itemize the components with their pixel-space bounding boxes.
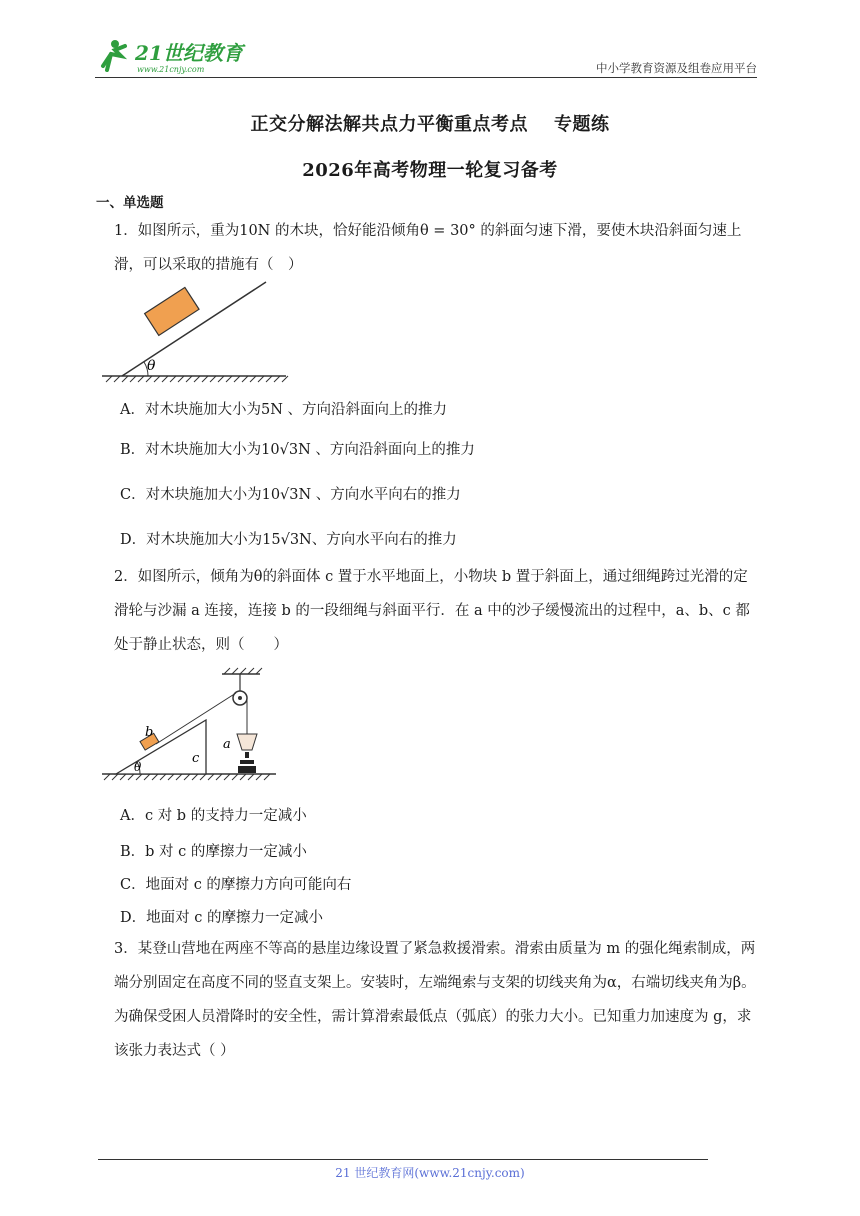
logo-text: 21世纪教育: [135, 41, 243, 65]
site-logo: [95, 36, 265, 76]
c-label: c: [192, 751, 200, 766]
q1-option-b[interactable]: B．对木块施加大小为10√3N 、方向沿斜面向上的推力: [120, 442, 475, 458]
wood-block: [145, 287, 199, 335]
footer-link[interactable]: 21 世纪教育网(www.21cnjy.com): [335, 1166, 525, 1180]
title-suffix: 专题练: [554, 114, 610, 135]
incline-block-figure: [100, 278, 290, 384]
q1-option-d[interactable]: D．对木块施加大小为15√3N、方向水平向右的推力: [120, 532, 457, 548]
footer-divider: [98, 1159, 708, 1160]
sand-funnel-a: [237, 734, 257, 750]
title-main: 正交分解法解共点力平衡重点考点: [250, 114, 528, 135]
q1-option-a[interactable]: A．对木块施加大小为5N 、方向沿斜面向上的推力: [120, 402, 447, 418]
page-subtitle: 2026年高考物理一轮复习备考: [302, 160, 558, 181]
q2-option-d[interactable]: D．地面对 c 的摩擦力一定减小: [120, 910, 323, 926]
header-platform-text: 中小学教育资源及组卷应用平台: [596, 61, 757, 75]
q1-option-c[interactable]: C．对木块施加大小为10√3N 、方向水平向右的推力: [120, 487, 461, 503]
section-heading: 一、单选题: [96, 195, 164, 211]
pulley-incline-figure: [100, 664, 280, 786]
q2-option-a[interactable]: A．c 对 b 的支持力一定减小: [120, 808, 307, 824]
question-1-stem: 1．如图所示，重为10N 的木块，恰好能沿倾角θ = 30° 的斜面匀速下滑，要使木块沿斜面匀速上滑，可以采取的措施有（ ）: [114, 223, 742, 273]
question-2-stem: 2．如图所示，倾角为θ的斜面体 c 置于水平地面上，小物块 b 置于斜面上，通过细绳跨过光滑的定滑轮与沙漏 a 连接，连接 b 的一段细绳与斜面平行．在 a 中的沙子缓慢流出的过程中，a、b、c 都处于静止状态，则（ ）: [114, 569, 750, 653]
theta-label: θ: [134, 760, 142, 774]
q2-option-c[interactable]: C．地面对 c 的摩擦力方向可能向右: [120, 877, 352, 893]
q2-option-b[interactable]: B．b 对 c 的摩擦力一定减小: [120, 844, 307, 860]
page-title: [0, 110, 860, 136]
b-label: b: [145, 725, 154, 740]
question-3-stem: 3．某登山营地在两座不等高的悬崖边缘设置了紧急救援滑索。滑索由质量为 m 的强化绳索制成，两端分别固定在高度不同的竖直支架上。安装时，左端绳索与支架的切线夹角为α，右端切线夹角为β。为确保受困人员滑降时的安全性，需计算滑索最低点（弧底）的张力大小。已知重力加速度为 g，求该张力表达式（ ）: [114, 941, 756, 1059]
a-label: a: [223, 737, 231, 752]
angle-label: θ: [147, 358, 156, 374]
runner-logo-icon: [103, 40, 125, 70]
sand-pile: [238, 766, 256, 773]
header-divider: [95, 77, 757, 78]
logo-url: www.21cnjy.com: [137, 65, 205, 74]
